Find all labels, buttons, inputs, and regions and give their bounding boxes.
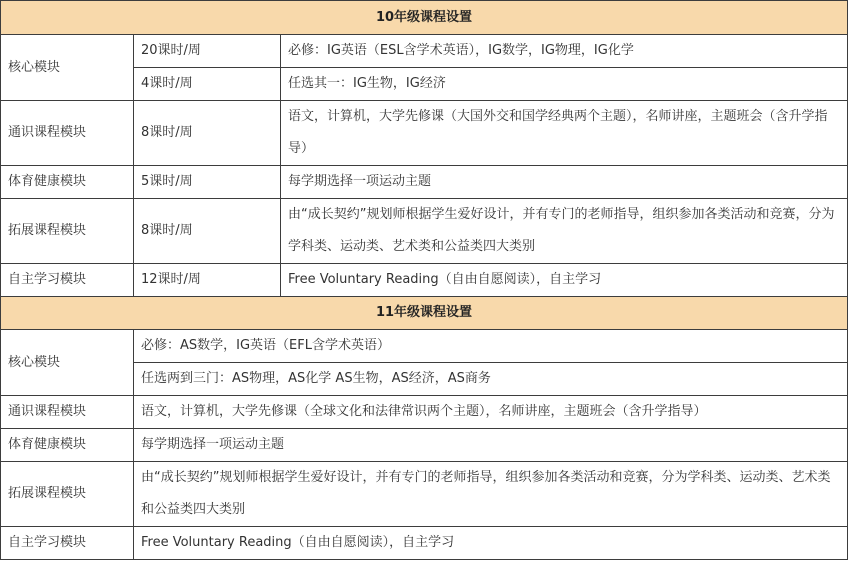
hours-cell: 8课时/周: [134, 199, 281, 264]
table-row: [1, 429, 848, 462]
grade10-title: 10年级课程设置: [1, 1, 848, 35]
module-name: 核心模块: [1, 330, 134, 396]
table-row: [1, 330, 848, 363]
content-cell: 由“成长契约”规划师根据学生爱好设计，并有专门的老师指导，组织参加各类活动和竞赛，分为学科类、运动类、艺术类和公益类四大类别: [281, 199, 848, 264]
content-cell: 必修：AS数学，IG英语（EFL含学术英语）: [134, 330, 848, 363]
table-row: [1, 396, 848, 429]
hours-cell: 5课时/周: [134, 166, 281, 199]
hours-cell: 12课时/周: [134, 264, 281, 297]
table-row: [1, 101, 848, 166]
module-name: 通识课程模块: [1, 396, 134, 429]
module-name: 体育健康模块: [1, 166, 134, 199]
table-row: [1, 199, 848, 264]
content-cell: 语文，计算机，大学先修课（大国外交和国学经典两个主题），名师讲座，主题班会（含升学指导）: [281, 101, 848, 166]
content-cell: 任选两到三门：AS物理，AS化学 AS生物，AS经济，AS商务: [134, 363, 848, 396]
content-cell: Free Voluntary Reading（自由自愿阅读），自主学习: [281, 264, 848, 297]
hours-cell: 20课时/周: [134, 35, 281, 68]
content-cell: Free Voluntary Reading（自由自愿阅读），自主学习: [134, 527, 848, 560]
hours-cell: 8课时/周: [134, 101, 281, 166]
table-row: [1, 166, 848, 199]
module-name: 自主学习模块: [1, 527, 134, 560]
grade10-header-row: [1, 1, 848, 35]
table-row: [1, 527, 848, 560]
content-cell: 必修：IG英语（ESL含学术英语），IG数学，IG物理，IG化学: [281, 35, 848, 68]
content-cell: 每学期选择一项运动主题: [134, 429, 848, 462]
content-cell: 任选其一：IG生物，IG经济: [281, 68, 848, 101]
content-cell: 由“成长契约”规划师根据学生爱好设计，并有专门的老师指导，组织参加各类活动和竞赛，分为学科类、运动类、艺术类和公益类四大类别: [134, 462, 848, 527]
module-name: 核心模块: [1, 35, 134, 101]
table-row: [1, 462, 848, 527]
module-name: 体育健康模块: [1, 429, 134, 462]
hours-cell: 4课时/周: [134, 68, 281, 101]
module-name: 拓展课程模块: [1, 199, 134, 264]
content-cell: 语文，计算机，大学先修课（全球文化和法律常识两个主题），名师讲座，主题班会（含升学指导）: [134, 396, 848, 429]
module-name: 自主学习模块: [1, 264, 134, 297]
grade11-header-row: [1, 297, 848, 330]
module-name: 拓展课程模块: [1, 462, 134, 527]
table-row: [1, 35, 848, 68]
grade11-title: 11年级课程设置: [1, 297, 848, 330]
table-row: [1, 264, 848, 297]
module-name: 通识课程模块: [1, 101, 134, 166]
content-cell: 每学期选择一项运动主题: [281, 166, 848, 199]
